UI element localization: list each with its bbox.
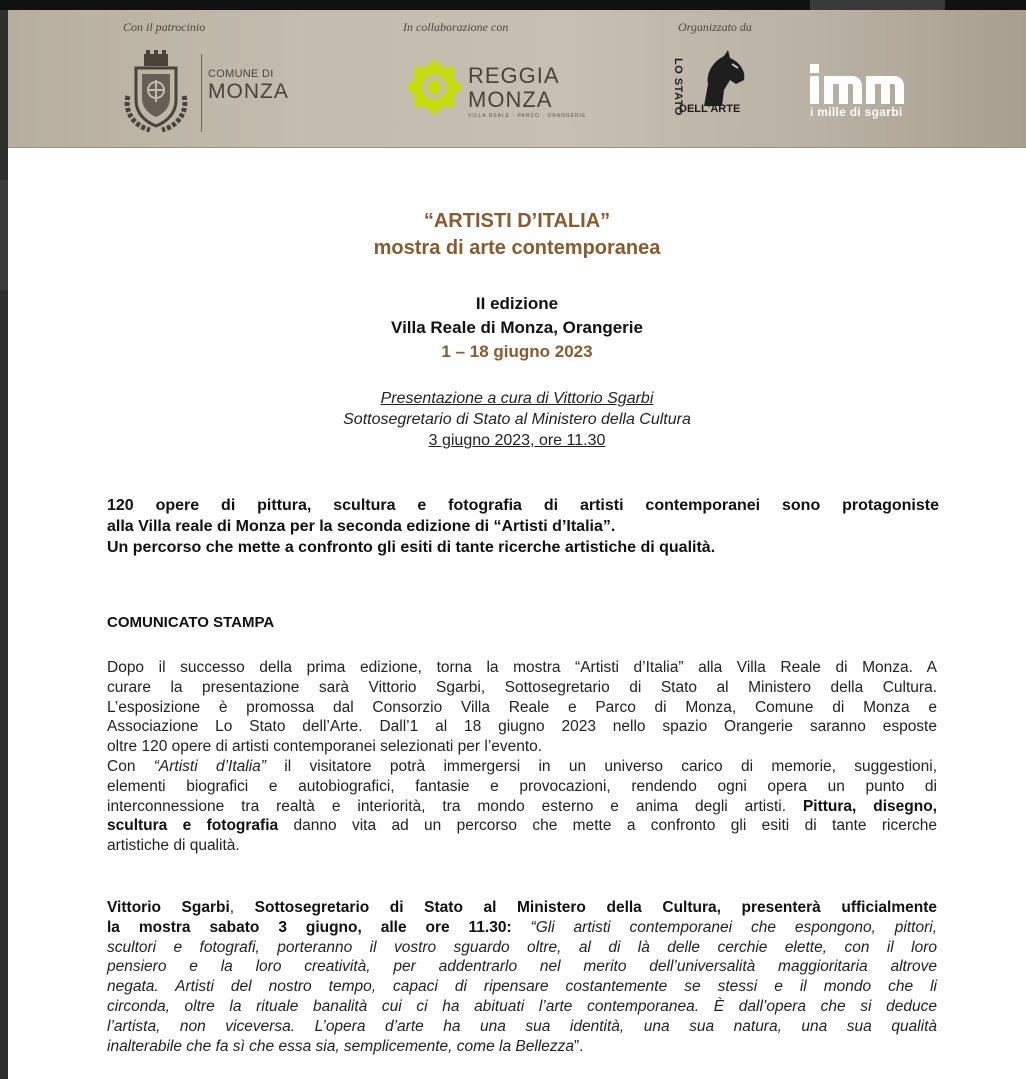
comune-divider <box>201 54 202 132</box>
window-top-bar <box>0 0 1026 10</box>
imm-caption: i mille di sgarbi <box>810 105 903 119</box>
exhibition-dates: 1 – 18 giugno 2023 <box>441 342 593 361</box>
organizer-caption: Organizzato da <box>678 20 752 34</box>
exhibition-title: “ARTISTI D’ITALIA” <box>423 210 611 232</box>
para1-line: Dopo il successo della prima edizione, torna la mostra “Artisti d’Italia” alla Villa Reale di Monza. A <box>107 659 937 676</box>
reggia-line2: MONZA <box>468 87 553 112</box>
section-title: COMUNICATO STAMPA <box>107 614 275 631</box>
side-scroll-edge <box>0 180 8 290</box>
para1-line: curare la presentazione sarà Vittorio Sgarbi, Sottosegretario di Stato al Ministero della Cultura. <box>107 678 937 696</box>
presenter-role: Sottosegretario di Stato al Ministero della Cultura <box>343 411 691 428</box>
para2-bold: Sottosegretario di Stato al Ministero della Cultura, presenterà ufficialmente <box>254 899 937 916</box>
para2-line <box>107 918 937 938</box>
presentation-line <box>8 388 1026 409</box>
imm-logo-icon <box>808 62 916 106</box>
para1-bold: Pittura, disegno, <box>802 797 937 815</box>
para2-quote: “Gli artisti contemporanei che espongono, pittori, <box>511 918 938 936</box>
para2-quote-line: negata. Artisti del nostro tempo, capaci di ripensare costantemente se stessi e il mondo che li <box>107 978 937 996</box>
para2-line <box>107 1037 937 1057</box>
stato-vertical-text: LO STATO <box>672 58 684 116</box>
para1-line: oltre 120 opere di artisti contemporanei selezionati per l’evento. <box>107 738 543 756</box>
presentation-text: Presentazione a cura di Vittorio Sgarbi <box>380 390 654 407</box>
para2-text: , <box>229 899 255 916</box>
para2-text: ”. <box>573 1037 584 1055</box>
venue: Villa Reale di Monza, Orangerie <box>391 318 643 337</box>
para1-line: Associazione Lo Stato dell’Arte. Dall’1 al 18 giugno 2023 nello spazio Orangerie saranno esposte <box>107 718 937 736</box>
press-paragraph-2 <box>107 898 937 1056</box>
para1-line: L’esposizione è promossa dal Consorzio Villa Reale e Parco di Monza, Comune di Monza e <box>107 698 937 716</box>
reggia-monza-star-icon <box>403 56 465 118</box>
para1-text: Con <box>107 757 154 775</box>
para1-line <box>107 797 937 817</box>
para1-line: artistiche di qualità. <box>107 837 240 855</box>
lead-line3: Un percorso che mette a confronto gli esiti di tante ricerche artistiche di qualità. <box>107 539 716 556</box>
patronage-caption: Con il patrocinio <box>123 20 206 34</box>
press-paragraph-1 <box>107 658 937 856</box>
reggia-subline: VILLA REALE · PARCO · ORANGERIE <box>468 113 587 119</box>
para2-quote: inalterabile che fa sì che essa sia, semplicemente, come la Bellezza <box>107 1037 574 1055</box>
para2-bold: la mostra sabato 3 giugno, alle ore 11.30: <box>107 918 512 936</box>
reggia-monza-wordmark <box>468 64 586 120</box>
presentation-date-line <box>8 430 1026 451</box>
stato-bottom-text: DELL'ARTE <box>679 103 741 115</box>
edition: II edizione <box>475 294 559 313</box>
para1-text: il visitatore potrà immergersi in un universo carico di memorie, suggestioni, <box>265 757 938 775</box>
comune-di-monza-wordmark <box>208 65 289 101</box>
reggia-line1: REGGIA <box>468 63 560 88</box>
para2-quote-line: scultori e fotografi, porteranno il vostro sguardo oltre, al di là delle cerchie elette, con il loro <box>107 938 937 956</box>
horse-head-icon <box>688 50 750 108</box>
window-tab <box>810 0 945 10</box>
lead-line1: 120 opere di pittura, scultura e fotografia di artisti contemporanei sono protagoniste <box>107 497 939 514</box>
comune-line2: MONZA <box>208 80 289 103</box>
lead-line2: alla Villa reale di Monza per la seconda edizione di “Artisti d’Italia”. <box>107 518 616 535</box>
para1-line <box>107 757 937 777</box>
comune-line1: COMUNE DI <box>208 68 274 80</box>
presentation-date: 3 giugno 2023, ore 11.30 <box>428 432 606 449</box>
para2-quote-line: l’artista, non viceversa. L’opera d’arte ha una sua identità, una sua natura, una sua qualità <box>107 1017 937 1035</box>
monza-crest-logo <box>120 50 192 134</box>
para1-line <box>107 816 937 836</box>
para1-line: elementi biografici e autobiografici, fantasie e provocazioni, rendendo ogni opera un punto di <box>107 777 937 795</box>
para1-italic-title: “Artisti d’Italia” <box>153 757 266 775</box>
document-page <box>8 10 1026 1079</box>
para1-text: interconnessione tra realtà e interiorità, tra mondo esterno e anima degli artisti. <box>107 797 803 815</box>
exhibition-subtitle: mostra di arte contemporanea <box>373 237 661 259</box>
collaboration-caption: In collaborazione con <box>403 20 509 34</box>
lead-paragraph <box>107 495 939 558</box>
para2-quote-line: pensiero e la loro creatività, per addentrarlo nel merito dell’universalità maggioritaria altrove <box>107 958 937 976</box>
para2-bold: Vittorio Sgarbi <box>107 899 230 916</box>
sponsor-banner <box>8 10 1026 148</box>
para1-bold: scultura e fotografia <box>107 817 279 835</box>
para2-quote-line: circonda, oltre la rituale banalità cui ci ha abituati l’arte contemporanea. È dall’opera che si deduce <box>107 997 937 1015</box>
para1-text: danno vita ad un percorso che mette a confronto gli esiti di tante ricerche <box>278 817 937 835</box>
para2-line <box>107 898 937 918</box>
